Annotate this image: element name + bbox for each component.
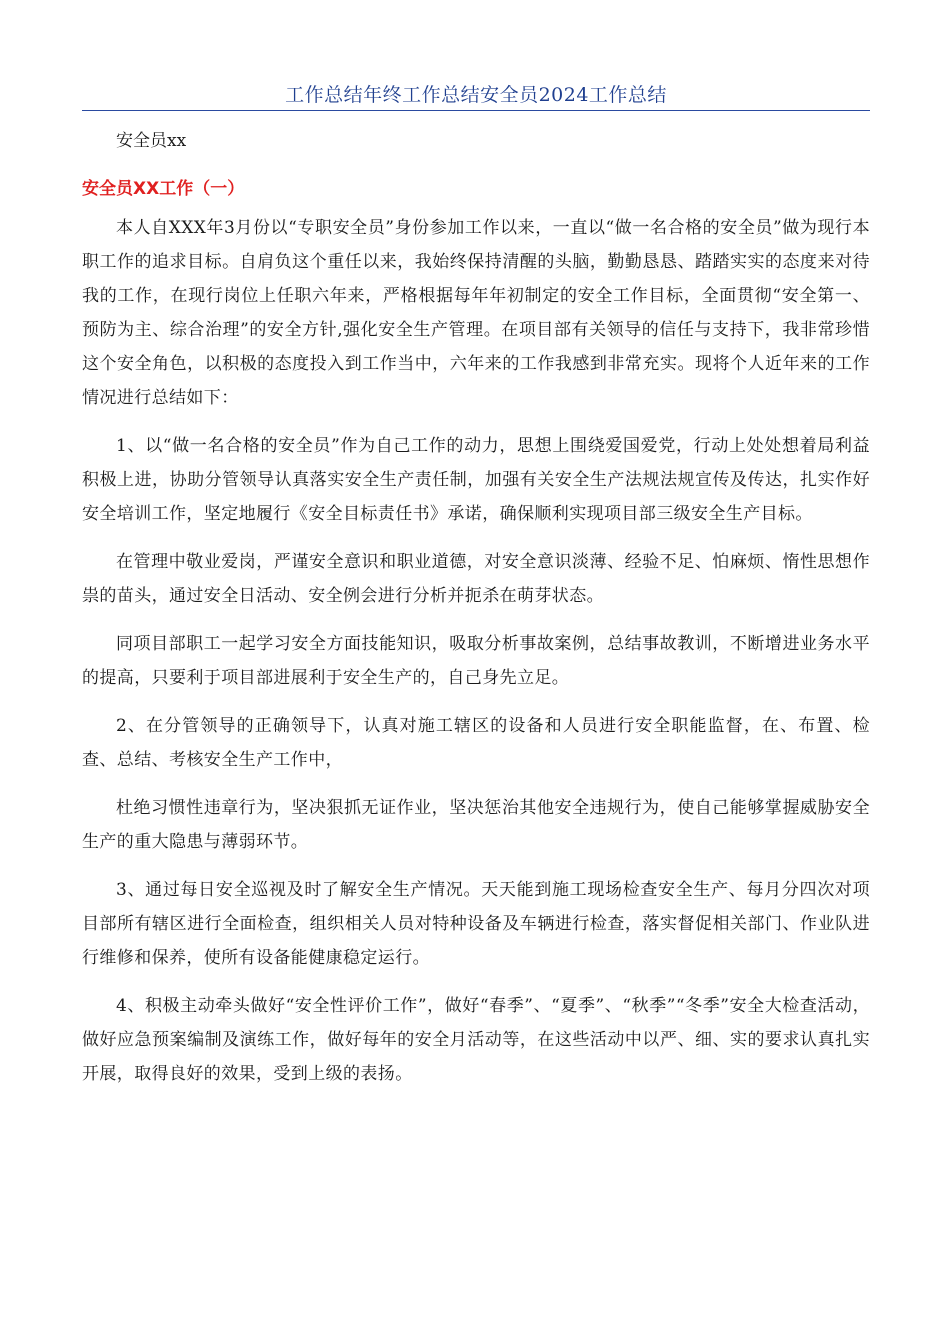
document-title: 工作总结年终工作总结安全员2024工作总结 xyxy=(285,84,667,106)
paragraph-item-1: 1、以“做一名合格的安全员”作为自己工作的动力，思想上围绕爱国爱党，行动上处处想着局利益积极上进，协助分管领导认真落实安全生产责任制，加强有关安全生产法规法规宣传及传达，扎实作好安全培训工作，坚定地履行《安全目标责任书》承诺，确保顺利实现项目部三级安全生产目标。 xyxy=(82,436,870,524)
paragraph-item-2-detail: 杜绝习惯性违章行为，坚决狠抓无证作业，坚决惩治其他安全违规行为，使自己能够掌握威胁安全生产的重大隐患与薄弱环节。 xyxy=(82,798,870,852)
paragraph-item-1-detail-b: 同项目部职工一起学习安全方面技能知识，吸取分析事故案例，总结事故教训，不断增进业务水平的提高，只要利于项目部进展利于安全生产的，自己身先立足。 xyxy=(82,634,870,688)
author-line: 安全员xx xyxy=(116,131,187,151)
section-heading: 安全员XX工作（一） xyxy=(82,179,245,199)
paragraph-item-2: 2、在分管领导的正确领导下，认真对施工辖区的设备和人员进行安全职能监督，在、布置、检查、总结、考核安全生产工作中， xyxy=(82,716,870,770)
title-divider xyxy=(82,110,870,111)
paragraph-item-3: 3、通过每日安全巡视及时了解安全生产情况。天天能到施工现场检查安全生产、每月分四次对项目部所有辖区进行全面检查，组织相关人员对特种设备及车辆进行检查，落实督促相关部门、作业队进行维修和保养，使所有设备能健康稳定运行。 xyxy=(82,880,870,968)
paragraph-item-4: 4、积极主动牵头做好“安全性评价工作”，做好“春季”、“夏季”、“秋季”“冬季”安全大检查活动，做好应急预案编制及演练工作，做好每年的安全月活动等，在这些活动中以严、细、实的要求认真扎实开展，取得良好的效果，受到上级的表扬。 xyxy=(82,996,870,1084)
paragraph-intro: 本人自XXX年3月份以“专职安全员”身份参加工作以来，一直以“做一名合格的安全员”做为现行本职工作的追求目标。自肩负这个重任以来，我始终保持清醒的头脑，勤勤恳恳、踏踏实实的态度来对待我的工作，在现行岗位上任职六年来，严格根据每年年初制定的安全工作目标，全面贯彻“安全第一、预防为主、综合治理”的安全方针,强化安全生产管理。在项目部有关领导的信任与支持下，我非常珍惜这个安全角色，以积极的态度投入到工作当中，六年来的工作我感到非常充实。现将个人近年来的工作情况进行总结如下： xyxy=(82,218,870,408)
document-body xyxy=(82,211,870,1105)
paragraph-item-1-detail-a: 在管理中敬业爱岗，严谨安全意识和职业道德，对安全意识淡薄、经验不足、怕麻烦、惰性思想作祟的苗头，通过安全日活动、安全例会进行分析并扼杀在萌芽状态。 xyxy=(82,552,870,606)
